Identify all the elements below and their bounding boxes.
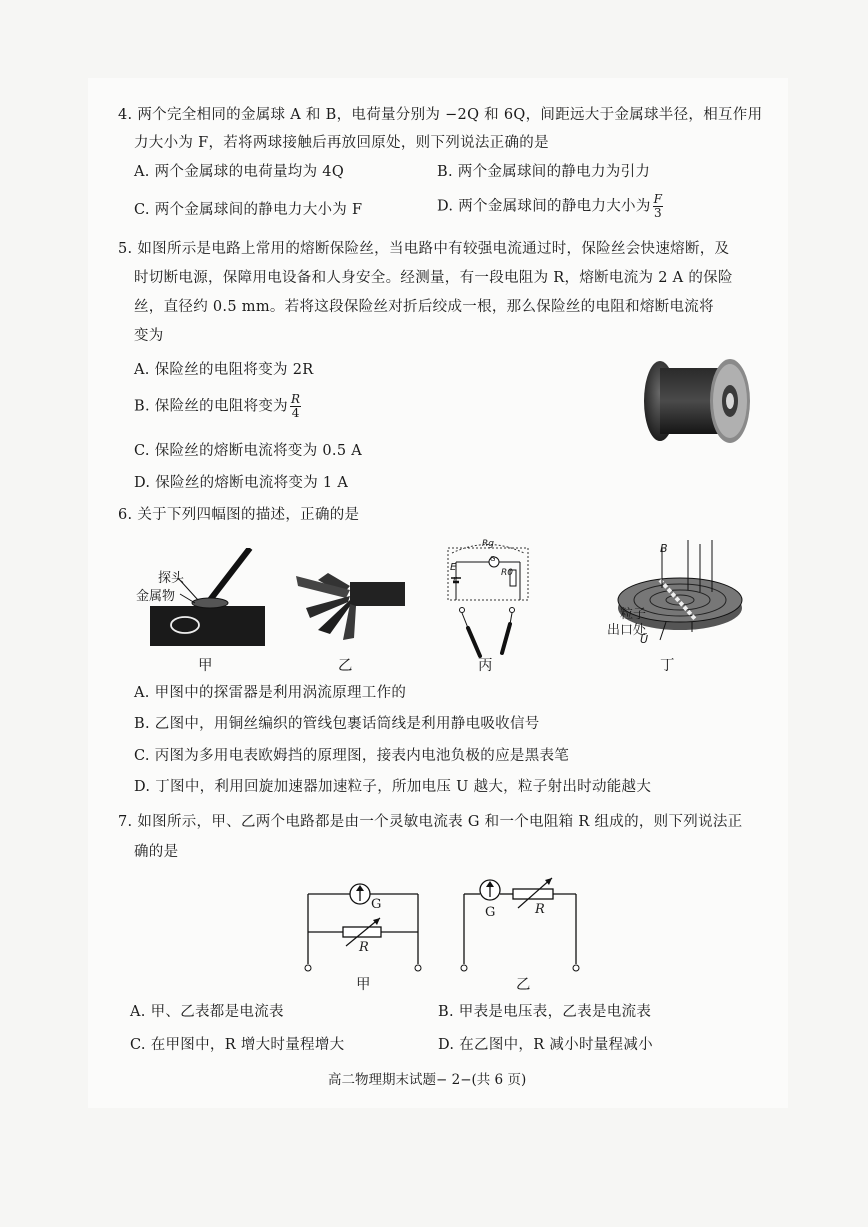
fuse-wire-spool-image (640, 356, 755, 446)
q5-option-b (134, 393, 301, 420)
figure-yi-caption: 乙 (338, 658, 353, 674)
figure-q7-jia-caption: 甲 (356, 977, 371, 993)
fraction-denominator: 4 (291, 406, 300, 420)
q6-stem: 6. 关于下列四幅图的描述，正确的是 (118, 507, 360, 523)
figure-yi-shielded-cable (288, 568, 408, 643)
q4-stem-line2: 力大小为 F，若将两球接触后再放回原处，则下列说法正确的是 (134, 135, 549, 151)
figure-ding-u-label: Ũ (640, 633, 649, 646)
q7-option-d: D. 在乙图中，R 减小时量程减小 (438, 1037, 653, 1053)
figure-q7-jia-r-label: R (359, 940, 369, 955)
q5-option-c: C. 保险丝的熔断电流将变为 0.5 A (134, 443, 363, 459)
figure-ding-b-label: B (660, 542, 668, 555)
figure-ding-exit-label: 出口处 (607, 623, 647, 638)
q4-option-d-fraction (653, 193, 664, 220)
q7-option-c: C. 在甲图中，R 增大时量程增大 (130, 1037, 345, 1053)
figure-q7-yi-r-label: R (535, 902, 545, 917)
q6-option-b: B. 乙图中，用铜丝编织的管线包裹话筒线是利用静电吸收信号 (134, 716, 540, 732)
fraction-numerator: F (653, 192, 663, 206)
figure-bing-caption: 丙 (478, 658, 493, 674)
q7-option-a: A. 甲、乙表都是电流表 (130, 1004, 284, 1020)
figure-bing-galvanometer-label: G (490, 555, 496, 563)
q5-stem-line3: 丝，直径约 0.5 mm。若将这段保险丝对折后绞成一根，那么保险丝的电阻和熔断电流将 (134, 299, 714, 315)
q5-option-d: D. 保险丝的熔断电流将变为 1 A (134, 475, 349, 491)
figure-jia-caption: 甲 (198, 658, 213, 674)
figure-q7-yi-caption: 乙 (516, 977, 531, 993)
fraction-denominator: 3 (653, 206, 662, 220)
fraction-numerator: R (290, 392, 301, 406)
figure-q7-jia-circuit (298, 872, 428, 978)
q4-option-a: A. 两个金属球的电荷量均为 4Q (134, 164, 345, 180)
q5-option-b-text: B. 保险丝的电阻将变为 (134, 398, 288, 415)
q6-option-c: C. 丙图为多用电表欧姆挡的原理图，接表内电池负极的应是黑表笔 (134, 748, 570, 764)
figure-jia-metal-label: 金属物 (136, 589, 176, 604)
figure-bing-r-label: r (453, 575, 457, 585)
figure-bing-rg-label: Rg (482, 539, 494, 549)
q5-stem-line4: 变为 (134, 328, 164, 344)
q5-stem-line2: 时切断电源，保障用电设备和人身安全。经测量，有一段电阻为 R，熔断电流为 2 A 的保险 (134, 270, 733, 286)
q4-option-b: B. 两个金属球间的静电力为引力 (437, 164, 651, 180)
q6-option-a: A. 甲图中的探雷器是利用涡流原理工作的 (134, 685, 407, 701)
q5-option-b-fraction (290, 393, 301, 420)
figure-q7-jia-g-label: G (371, 897, 382, 912)
q6-option-d: D. 丁图中，利用回旋加速器加速粒子，所加电压 U 越大，粒子射出时动能越大 (134, 779, 652, 795)
figure-ding-caption: 丁 (660, 658, 675, 674)
figure-bing-r0-label: R0 (501, 568, 513, 578)
q4-option-d (437, 193, 663, 220)
q4-option-c: C. 两个金属球间的静电力大小为 F (134, 202, 363, 218)
figure-ding-particle-label: 粒子 (620, 607, 647, 622)
figure-q7-yi-g-label: G (485, 905, 496, 920)
q7-option-b: B. 甲表是电压表，乙表是电流表 (438, 1004, 652, 1020)
q5-stem-line1: 5. 如图所示是电路上常用的熔断保险丝，当电路中有较强电流通过时，保险丝会快速熔断，及 (118, 241, 730, 257)
figure-bing-e-label: E (450, 562, 457, 573)
q4-stem-line1: 4. 两个完全相同的金属球 A 和 B，电荷量分别为 −2Q 和 6Q，间距远大于金属球半径，相互作用 (118, 107, 763, 123)
q7-stem-line2: 确的是 (134, 844, 179, 860)
page-footer: 高二物理期末试题− 2−(共 6 页) (328, 1072, 527, 1088)
q5-option-a: A. 保险丝的电阻将变为 2R (134, 362, 314, 378)
q7-stem-line1: 7. 如图所示，甲、乙两个电路都是由一个灵敏电流表 G 和一个电阻箱 R 组成的，则下列说法正 (118, 814, 743, 830)
figure-q7-yi-circuit (458, 872, 588, 978)
figure-jia-probe-label: 探头 (158, 571, 185, 586)
q4-option-d-text: D. 两个金属球间的静电力大小为 (437, 198, 651, 215)
